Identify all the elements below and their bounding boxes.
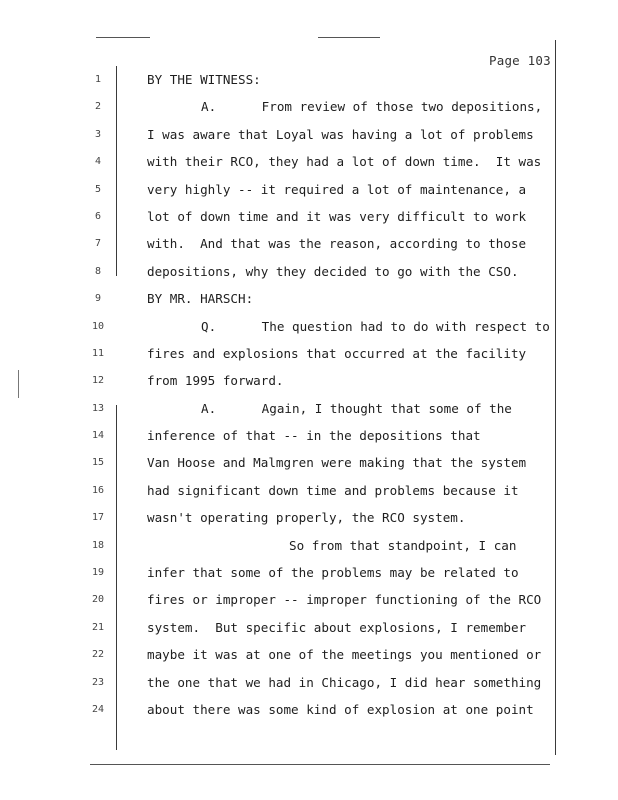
line-number: 17 (91, 512, 105, 524)
left-margin-rule-upper (116, 66, 117, 276)
line-number: 12 (91, 375, 105, 387)
line-number: 9 (94, 293, 102, 305)
line-number: 6 (94, 210, 102, 222)
left-edge-mark (18, 370, 19, 398)
line-number: 19 (91, 567, 105, 579)
line-number: 2 (94, 101, 102, 113)
transcript-line: lot of down time and it was very difficult to work (147, 208, 527, 224)
line-number: 20 (91, 594, 105, 606)
transcript-line: inference of that -- in the depositions that (147, 428, 481, 444)
scan-mark-top-center (318, 37, 380, 38)
transcript-line: with. And that was the reason, according to those (147, 236, 527, 252)
line-number: 11 (91, 347, 105, 359)
transcript-line: system. But specific about explosions, I remember (147, 619, 527, 635)
transcript-line: fires and explosions that occurred at the facility (147, 345, 527, 361)
transcript-line: BY THE WITNESS: (147, 72, 261, 87)
line-number: 7 (94, 238, 102, 250)
transcript-line: about there was some kind of explosion at one point (147, 701, 534, 717)
transcript-line: Q. The question had to do with respect to (201, 318, 550, 334)
scan-mark-top-left (96, 37, 150, 38)
transcript-line: had significant down time and problems because it (147, 482, 519, 498)
transcript-line: So from that standpoint, I can (289, 537, 517, 553)
page-number: Page 103 (489, 53, 551, 68)
line-number: 14 (91, 430, 105, 442)
transcript-line: BY MR. HARSCH: (147, 291, 254, 307)
line-number: 16 (91, 484, 105, 496)
transcript-line: wasn't operating properly, the RCO system. (147, 510, 466, 526)
line-number: 1 (94, 74, 102, 85)
line-number: 13 (91, 402, 105, 414)
transcript-line: I was aware that Loyal was having a lot of problems (147, 126, 534, 142)
left-margin-rule-lower (116, 405, 117, 750)
line-number: 21 (91, 621, 105, 633)
transcript-line: the one that we had in Chicago, I did hear something (147, 674, 542, 690)
transcript-line: from 1995 forward. (147, 373, 284, 389)
transcript-body (147, 66, 559, 723)
transcript-line: very highly -- it required a lot of maintenance, a (147, 181, 527, 197)
line-number: 10 (91, 320, 105, 332)
line-number: 18 (91, 539, 105, 551)
transcript-line: with their RCO, they had a lot of down time. It was (147, 154, 542, 170)
line-number: 23 (91, 676, 105, 688)
line-number: 22 (91, 649, 105, 661)
transcript-line: A. From review of those two depositions, (201, 99, 543, 115)
transcript-line: infer that some of the problems may be related to (147, 565, 519, 581)
line-number: 4 (94, 156, 102, 168)
line-number: 3 (94, 128, 102, 140)
line-number: 24 (91, 703, 105, 715)
line-number: 8 (94, 265, 102, 277)
line-number-column (80, 66, 116, 723)
scan-mark-bottom (90, 764, 550, 765)
transcript-line: Van Hoose and Malmgren were making that the system (147, 455, 527, 471)
line-number: 15 (91, 457, 105, 469)
transcript-line: depositions, why they decided to go with the CSO. (147, 263, 519, 279)
line-number: 5 (94, 183, 102, 195)
transcript-line: A. Again, I thought that some of the (201, 400, 512, 416)
transcript-line: fires or improper -- improper functioning of the RCO (147, 592, 542, 608)
transcript-line: maybe it was at one of the meetings you mentioned or (147, 647, 542, 663)
